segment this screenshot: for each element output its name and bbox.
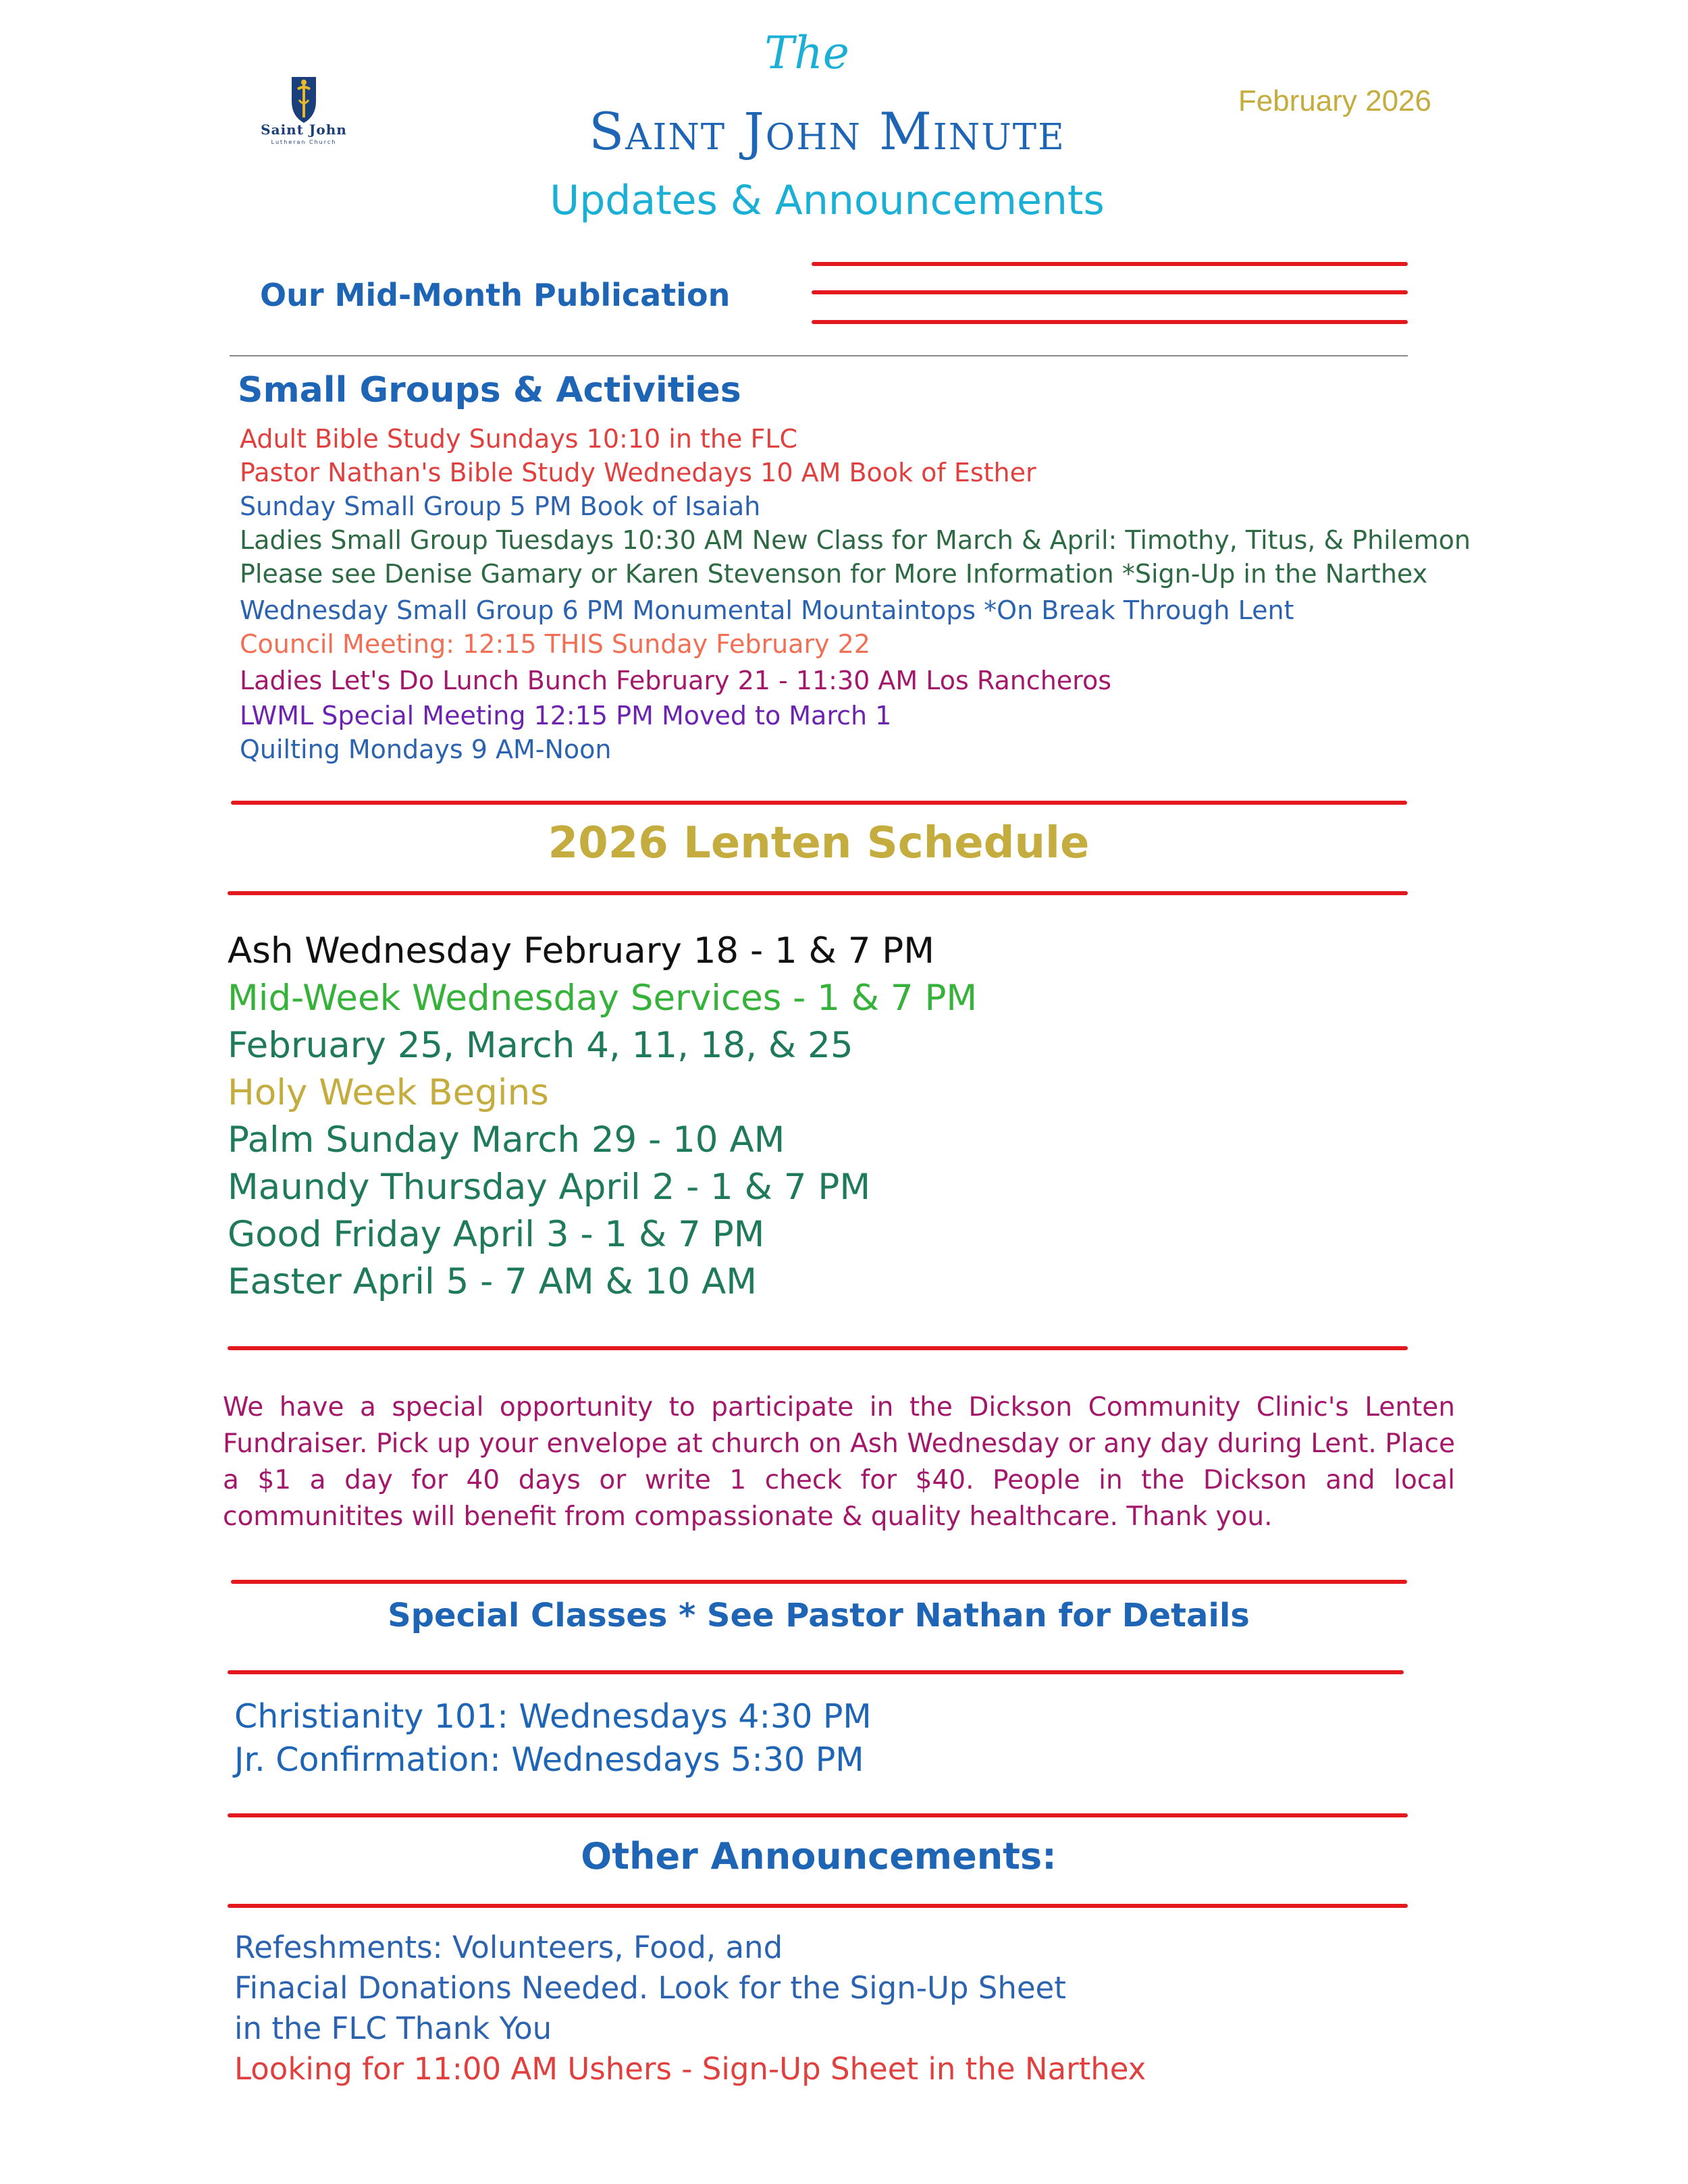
- schedule-item: Holy Week Begins: [228, 1072, 549, 1113]
- list-item: Quilting Mondays 9 AM-Noon: [240, 735, 612, 764]
- masthead-the: The: [764, 27, 849, 79]
- schedule-item: Maundy Thursday April 2 - 1 & 7 PM: [228, 1167, 871, 1208]
- lenten-heading: 2026 Lenten Schedule: [548, 818, 1090, 868]
- other-announcements-heading: Other Announcements:: [581, 1835, 1057, 1877]
- divider-line: [228, 1813, 1408, 1817]
- list-item: Wednesday Small Group 6 PM Monumental Mountaintops *On Break Through Lent: [240, 595, 1294, 625]
- church-logo: [253, 73, 354, 164]
- class-item: Christianity 101: Wednesdays 4:30 PM: [234, 1697, 872, 1736]
- list-item: Please see Denise Gamary or Karen Stevenson for More Information *Sign-Up in the Narthex: [240, 559, 1428, 589]
- list-item: Adult Bible Study Sundays 10:10 in the FLC: [240, 424, 797, 454]
- issue-date: February 2026: [1238, 84, 1431, 117]
- announcement-line: Looking for 11:00 AM Ushers - Sign-Up Sheet in the Narthex: [234, 2051, 1146, 2087]
- divider-line: [231, 801, 1407, 805]
- class-item: Jr. Confirmation: Wednesdays 5:30 PM: [234, 1740, 864, 1779]
- schedule-item: Ash Wednesday February 18 - 1 & 7 PM: [228, 930, 934, 971]
- list-item: Sunday Small Group 5 PM Book of Isaiah: [240, 491, 761, 521]
- divider-line: [812, 290, 1408, 294]
- logo-name: Saint John: [261, 122, 347, 138]
- shield-icon: [253, 73, 354, 127]
- schedule-item: Mid-Week Wednesday Services - 1 & 7 PM: [228, 978, 978, 1019]
- divider-line: [228, 891, 1408, 895]
- section-separator: [230, 355, 1408, 356]
- list-item: Pastor Nathan's Bible Study Wednedays 10 AM Book of Esther: [240, 458, 1036, 487]
- masthead-title: Saint John Minute: [589, 101, 1065, 161]
- list-item: Ladies Small Group Tuesdays 10:30 AM New Class for March & April: Timothy, Titus, & Philemon: [240, 525, 1471, 555]
- schedule-item: February 25, March 4, 11, 18, & 25: [228, 1025, 853, 1066]
- special-classes-heading: Special Classes * See Pastor Nathan for Details: [388, 1597, 1250, 1634]
- masthead-subtitle: Updates & Announcements: [550, 177, 1105, 224]
- announcement-line: Finacial Donations Needed. Look for the Sign-Up Sheet: [234, 1970, 1066, 2006]
- divider-line: [812, 320, 1408, 324]
- schedule-item: Palm Sunday March 29 - 10 AM: [228, 1119, 785, 1161]
- fundraiser-paragraph: We have a special opportunity to participate in the Dickson Community Clinic's Lenten Fundraiser. Pick up your envelope at church on Ash Wednesday or any day during Lent. Place a $1 a day for 40 days or write 1 check for $40. People in the Dickson and local communitites will benefit from compassionate & quality healthcare. Thank you.: [223, 1392, 1455, 1532]
- announcement-line: Refeshments: Volunteers, Food, and: [234, 1929, 783, 1965]
- small-groups-heading: Small Groups & Activities: [238, 370, 741, 410]
- list-item: Council Meeting: 12:15 THIS Sunday February 22: [240, 629, 870, 659]
- list-item: LWML Special Meeting 12:15 PM Moved to March 1: [240, 701, 892, 730]
- divider-line: [231, 1580, 1407, 1584]
- announcement-line: in the FLC Thank You: [234, 2010, 552, 2046]
- publication-label: Our Mid-Month Publication: [260, 277, 731, 313]
- divider-line: [812, 262, 1408, 266]
- schedule-item: Good Friday April 3 - 1 & 7 PM: [228, 1214, 765, 1255]
- list-item: Ladies Let's Do Lunch Bunch February 21 - 11:30 AM Los Rancheros: [240, 666, 1111, 695]
- divider-line: [228, 1904, 1408, 1908]
- logo-subtitle: Lutheran Church: [271, 139, 337, 145]
- schedule-item: Easter April 5 - 7 AM & 10 AM: [228, 1261, 757, 1302]
- divider-line: [228, 1670, 1404, 1674]
- divider-line: [228, 1346, 1408, 1350]
